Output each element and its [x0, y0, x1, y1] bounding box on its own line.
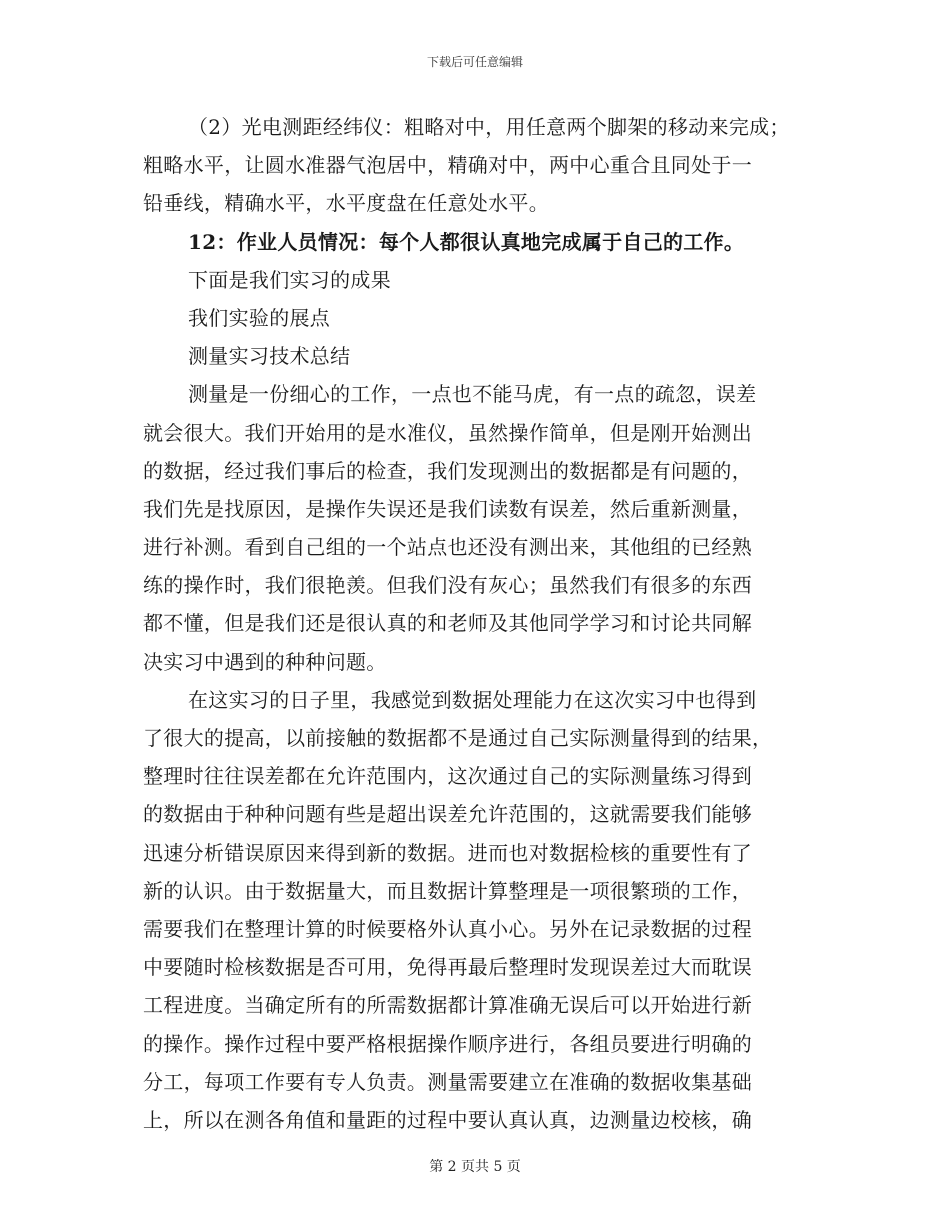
text-line: 新的认识。由于数据量大，而且数据计算整理是一项很繁琐的工作， [143, 878, 752, 903]
page-header: 下载后可任意编辑 [426, 55, 523, 69]
document-body [143, 108, 798, 1139]
text-line: 我们先是找原因，是操作失误还是我们读数有误差，然后重新测量， [143, 496, 752, 521]
text-line: （2）光电测距经纬仪：粗略对中，用任意两个脚架的移动来完成； [188, 115, 790, 139]
text-line: 练的操作时，我们很艳羡。但我们没有灰心；虽然我们有很多的东西 [143, 573, 752, 598]
text-line: 的操作。操作过程中要严格根据操作顺序进行，各组员要进行明确的 [143, 1031, 752, 1056]
text-line: 就会很大。我们开始用的是水准仪，虽然操作简单，但是刚开始测出 [143, 420, 752, 445]
text-line: 迅速分析错误原因来得到新的数据。进而也对数据检核的重要性有了 [143, 840, 752, 865]
text-line: 的数据，经过我们事后的检查，我们发现测出的数据都是有问题的， [143, 458, 752, 483]
text-line: 都不懂，但是我们还是很认真的和老师及其他同学学习和讨论共同解 [143, 611, 752, 636]
text-line: 铅垂线，精确水平，水平度盘在任意处水平。 [143, 191, 549, 216]
text-line: 的数据由于种种问题有些是超出误差允许范围的，这就需要我们能够 [143, 802, 752, 827]
text-line: 中要随时检核数据是否可用，免得再最后整理时发现误差过大而耽误 [143, 955, 752, 980]
text-line: 整理时往往误差都在允许范围内，这次通过自己的实际测量练习得到 [143, 764, 752, 789]
text-line: 测量是一份细心的工作，一点也不能马虎，有一点的疏忽，误差 [188, 382, 757, 407]
page-footer: 第 2 页共 5 页 [429, 1159, 521, 1175]
text-line: 下面是我们实习的成果 [188, 267, 391, 292]
text-line: 上，所以在测各角值和量距的过程中要认真认真，边测量边校核，确 [143, 1107, 752, 1132]
text-line: 决实习中遇到的种种问题。 [143, 649, 387, 674]
text-line: 测量实习技术总结 [188, 344, 351, 369]
text-line: 工程进度。当确定所有的所需数据都计算准确无误后可以开始进行新 [143, 993, 752, 1018]
text-line: 了很大的提高，以前接触的数据都不是通过自己实际测量得到的结果， [143, 726, 773, 750]
text-line: 需要我们在整理计算的时候要格外认真小心。另外在记录数据的过程 [143, 916, 752, 941]
text-line: 粗略水平，让圆水准器气泡居中，精确对中，两中心重合且同处于一 [143, 153, 752, 178]
text-line: 分工，每项工作要有专人负责。测量需要建立在准确的数据收集基础 [143, 1069, 752, 1094]
text-line: 进行补测。看到自己组的一个站点也还没有测出来，其他组的已经熟 [143, 535, 752, 560]
section-heading-line: 12：作业人员情况：每个人都很认真地完成属于自己的工作。 [188, 229, 745, 254]
text-line: 我们实验的展点 [188, 305, 331, 330]
text-line: 在这实习的日子里，我感觉到数据处理能力在这次实习中也得到 [188, 687, 757, 712]
